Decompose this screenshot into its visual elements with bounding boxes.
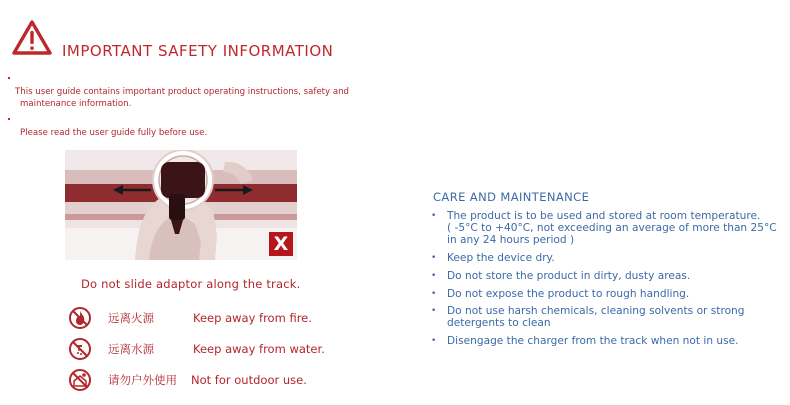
rule-row-water — [68, 336, 325, 362]
care-item: • The product is to be used and stored at room temperature. ( -5°C to +40°C, not exceeding an average of more than 25°C in any 24 hours period ) — [431, 210, 781, 247]
rule-row-outdoor — [68, 367, 307, 393]
care-item: • Do not expose the product to rough handling. — [431, 288, 781, 300]
no-water-icon — [68, 337, 92, 361]
rule-en-water: Keep away from water. — [193, 342, 325, 356]
adaptor-caption: Do not slide adaptor along the track. — [81, 277, 301, 291]
care-item: • Disengage the charger from the track when not in use. — [431, 335, 781, 347]
care-panel — [395, 0, 790, 405]
read-guide-note: Please read the user guide fully before use. — [20, 128, 208, 138]
no-outdoor-use-icon — [68, 368, 92, 392]
adaptor-track-photo — [65, 150, 297, 260]
no-fire-icon — [68, 306, 92, 330]
rule-cn-water: 远离水源 — [108, 342, 154, 356]
care-list — [431, 210, 781, 353]
adaptor-illustration — [65, 150, 297, 260]
intro-line-1: This user guide contains important product operating instructions, safety and — [15, 87, 350, 97]
rule-cn-outdoor: 请勿户外使用 — [108, 373, 177, 387]
warning-triangle-icon — [12, 20, 52, 56]
care-title: CARE AND MAINTENANCE — [433, 190, 590, 204]
rule-cn-fire: 远离火源 — [108, 311, 154, 325]
care-item: • Do not store the product in dirty, dusty areas. — [431, 270, 781, 282]
care-item: • Keep the device dry. — [431, 252, 781, 264]
care-item: • Do not use harsh chemicals, cleaning solvents or strong detergents to clean — [431, 305, 781, 329]
rule-en-fire: Keep away from fire. — [193, 311, 312, 325]
bullet-dot — [8, 118, 10, 120]
rule-en-outdoor: Not for outdoor use. — [191, 373, 307, 387]
prohibited-x-mark: X — [269, 232, 293, 256]
rule-row-fire — [68, 305, 312, 331]
safety-title: IMPORTANT SAFETY INFORMATION — [62, 42, 334, 60]
intro-line-2: maintenance information. — [20, 99, 132, 109]
bullet-dot — [8, 77, 10, 79]
